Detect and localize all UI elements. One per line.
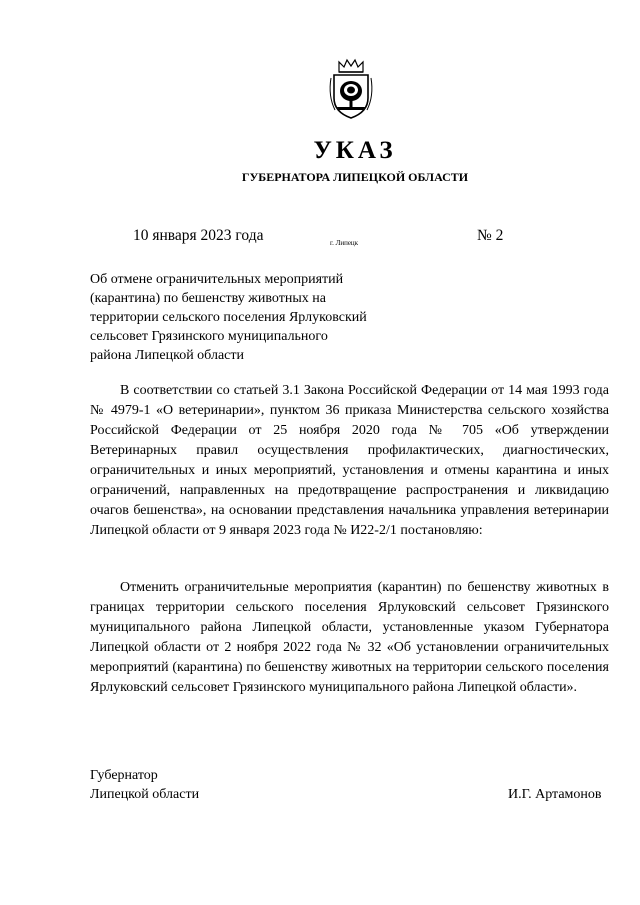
- body-paragraph-basis: В соответствии со статьей 3.1 Закона Российской Федерации от 14 мая 1993 года № 4979-1 «О ветеринарии», пунктом 36 приказа Министерства сельского хозяйства Российской Федерации от 25 ноября 2020 года № 705 «Об утверждении Ветеринарных правил осуществления профилактических, диагностических, ограничительных и иных мероприятий, установления и отмены карантина и иных ограничений, направленных на предотвращение распространения и ликвидацию очагов бешенства», на основании представления начальника управления ветеринарии Липецкой области от 9 января 2023 года № И22-2/1 постановляю:: [90, 383, 609, 538]
- signatory-position-line: Липецкой области: [90, 787, 200, 802]
- document-city: г. Липецк: [330, 239, 359, 247]
- subject-line: (карантина) по бешенству животных на: [90, 291, 326, 306]
- document-date: 10 января 2023 года: [133, 227, 264, 244]
- signatory-name: И.Г. Артамонов: [508, 787, 602, 802]
- signatory-position: [90, 766, 199, 804]
- signatory-position-line: Губернатор: [90, 768, 158, 783]
- lipetsk-coat-of-arms-icon: [325, 58, 377, 120]
- body-paragraph-decision: Отменить ограничительные мероприятия (карантин) по бешенству животных в границах территории сельского поселения Ярлуковский сельсовет Грязинского муниципального района Липецкой области, установленные указом Губернатора Липецкой области от 2 ноября 2022 года № 32 «Об установлении ограничительных мероприятий (карантина) по бешенству животных на территории сельского поселения Ярлуковский сельсовет Грязинского муниципального района Липецкой области».: [90, 580, 609, 695]
- subject-line: территории сельского поселения Ярлуковский: [90, 310, 367, 325]
- document-subject: [90, 270, 410, 365]
- document-title: УКАЗ: [313, 137, 397, 164]
- subject-line: района Липецкой области: [90, 348, 244, 363]
- subject-line: сельсовет Грязинского муниципального: [90, 329, 328, 344]
- document-number: № 2: [477, 227, 504, 244]
- subject-line: Об отмене ограничительных мероприятий: [90, 272, 344, 287]
- document-issuer: ГУБЕРНАТОРА ЛИПЕЦКОЙ ОБЛАСТИ: [241, 170, 469, 184]
